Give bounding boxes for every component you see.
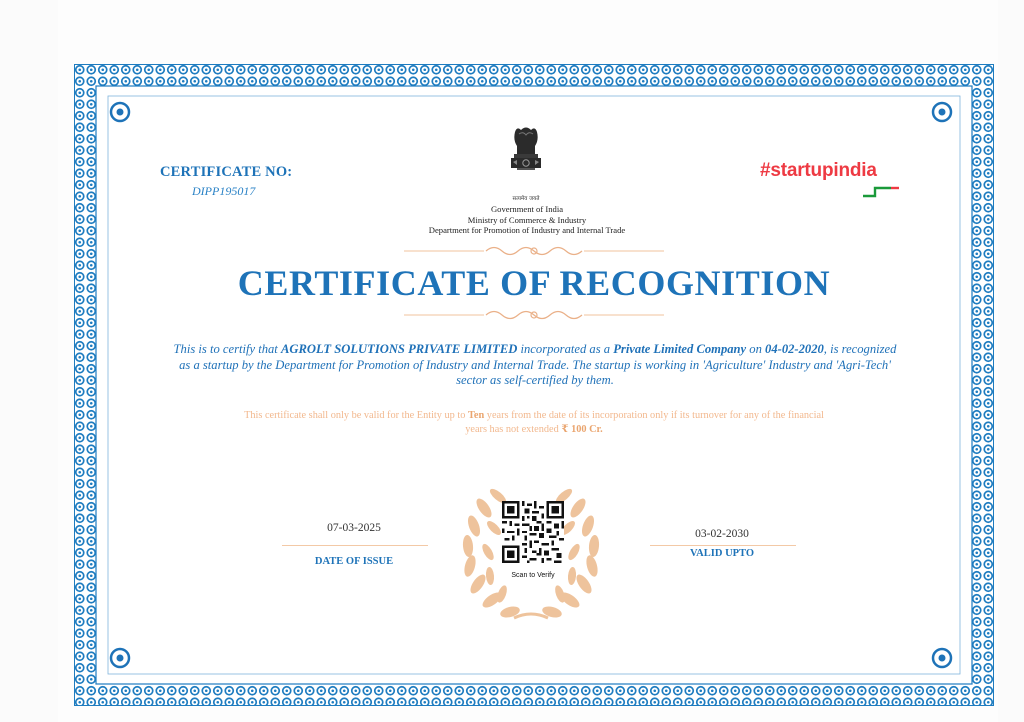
- verification-qr-code[interactable]: [502, 501, 564, 563]
- valid-until-label: VALID UPTO: [689, 548, 755, 559]
- title-ornament-bottom-icon: [404, 308, 664, 322]
- issue-date: 07-03-2025: [327, 522, 381, 534]
- national-emblem-icon: [501, 126, 551, 192]
- emblem-caption: सत्यमेव जयते: [512, 196, 540, 202]
- certificate: [74, 64, 994, 706]
- company-name: AGROLT SOLUTIONS PRIVATE LIMITED: [280, 342, 518, 356]
- valid-until-rule: [650, 545, 796, 546]
- certificate-number: DIPP195017: [192, 184, 256, 198]
- turnover-limit: ₹ 100 Cr.: [561, 423, 603, 435]
- statement-text-4: , is recognized as a startup by the Department for Promotion of Industry and Internal Trade. The startup is working in 'Agriculture' Industry and 'Agri-Tech' sector as self-certified by them.: [179, 342, 897, 387]
- validity-text-1: This certificate shall only be valid for the Entity up to: [244, 410, 468, 421]
- statement-text-3: on: [746, 342, 766, 356]
- statement-text-2: incorporated as a: [517, 342, 614, 356]
- startupindia-swoosh-icon: [861, 184, 901, 198]
- gov-line-3: Department for Promotion of Industry and Internal Trade: [428, 225, 626, 235]
- issue-date-rule: [282, 545, 428, 546]
- certificate-number-label: CERTIFICATE NO:: [160, 164, 293, 180]
- issuing-authority: [374, 204, 680, 236]
- incorporation-date: 04-02-2020: [765, 342, 824, 356]
- gov-line-2: Ministry of Commerce & Industry: [467, 214, 587, 225]
- valid-until-date: 03-02-2030: [695, 528, 749, 540]
- validity-text-2: years from the date of its incorporation only if its turnover for any of the financial years has not extended: [465, 410, 824, 435]
- statement-text-1: This is to certify that: [173, 342, 281, 356]
- validity-note: [234, 409, 834, 436]
- recognition-statement: [170, 342, 900, 389]
- validity-years: Ten: [467, 410, 485, 421]
- title-ornament-top-icon: [404, 244, 664, 258]
- gov-line-1: Government of India: [490, 204, 564, 214]
- certificate-title: CERTIFICATE OF RECOGNITION: [237, 263, 831, 303]
- issue-date-label: DATE OF ISSUE: [314, 556, 394, 567]
- startupindia-logo: #startupindia: [760, 160, 877, 181]
- scan-to-verify-label: Scan to Verify: [511, 572, 555, 579]
- company-type: Private Limited Company: [613, 342, 747, 356]
